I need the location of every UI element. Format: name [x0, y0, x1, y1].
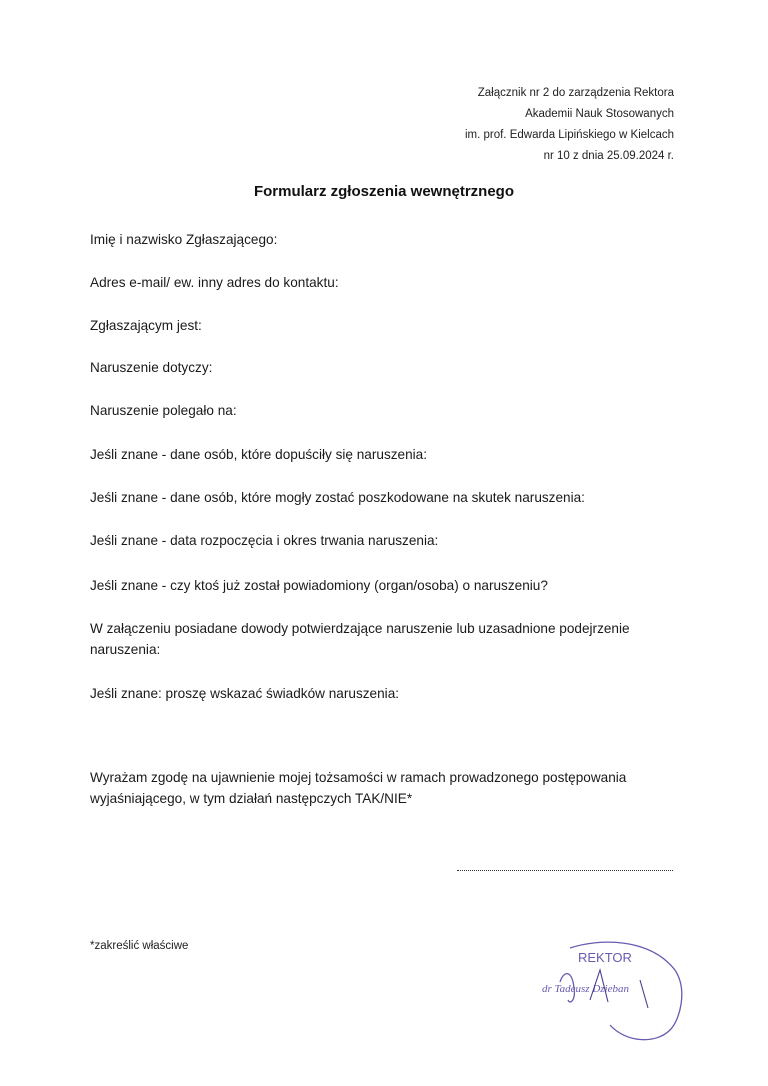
field-dates: Jeśli znane - data rozpoczęcia i okres trwania naruszenia:: [90, 533, 439, 548]
consent-statement: Wyrażam zgodę na ujawnienie mojej tożsamości w ramach prowadzonego postępowania wyjaśniającego, w tym działań następczych TAK/NIE*: [90, 770, 627, 806]
signature-line: [457, 864, 673, 871]
attachment-line: nr 10 z dnia 25.09.2024 r.: [543, 150, 674, 162]
field-victims: Jeśli znane - dane osób, które mogły zostać poszkodowane na skutek naruszenia:: [90, 490, 585, 505]
field-evidence: W załączeniu posiadane dowody potwierdzające naruszenie lub uzasadnione podejrzenie naruszenia:: [90, 621, 630, 657]
field-violation-concerns: Naruszenie dotyczy:: [90, 360, 213, 375]
field-witnesses: Jeśli znane: proszę wskazać świadków naruszenia:: [90, 686, 400, 701]
rector-stamp: [530, 930, 690, 1050]
field-notified: Jeśli znane - czy ktoś już został powiadomiony (organ/osoba) o naruszeniu?: [90, 578, 548, 593]
attachment-line: Akademii Nauk Stosowanych: [525, 108, 674, 120]
field-reporter-is: Zgłaszającym jest:: [90, 318, 202, 333]
stamp-title: REKTOR: [578, 950, 632, 965]
field-violation-consisted: Naruszenie polegało na:: [90, 403, 237, 418]
footnote: *zakreślić właściwe: [90, 940, 189, 952]
attachment-line: im. prof. Edwarda Lipińskiego w Kielcach: [464, 129, 674, 141]
field-violators: Jeśli znane - dane osób, które dopuściły się naruszenia:: [90, 447, 428, 462]
attachment-line: Załącznik nr 2 do zarządzenia Rektora: [477, 87, 674, 99]
field-reporter-name: Imię i nazwisko Zgłaszającego:: [90, 232, 278, 247]
field-contact-address: Adres e-mail/ ew. inny adres do kontaktu:: [90, 275, 339, 290]
stamp-name: dr Tadeusz Dzieban: [542, 983, 629, 995]
form-title: Formularz zgłoszenia wewnętrznego: [253, 183, 515, 200]
attachment-note: [354, 83, 674, 167]
